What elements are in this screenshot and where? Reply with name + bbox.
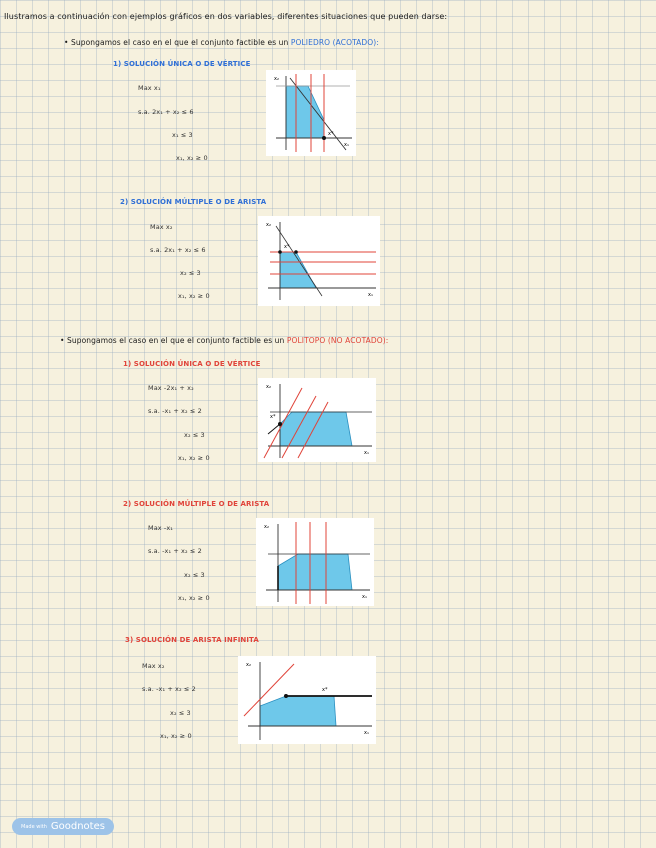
intro-text: Ilustramos a continuación con ejemplos gráficos en dos variables, diferentes situaciones que pueden darse: [4, 12, 448, 21]
example-1-nonneg: x₁, x₂ ≥ 0 [176, 154, 208, 162]
x2-axis-label: x₂ [264, 524, 269, 530]
example-1-constraint-1: s.a. 2x₁ + x₂ ≤ 6 [138, 108, 194, 116]
example-4-constraint-1: s.a. -x₁ + x₂ ≤ 2 [148, 547, 202, 555]
example-4-constraint-2: x₂ ≤ 3 [184, 571, 205, 579]
example-2-constraint-1: s.a. 2x₁ + x₂ ≤ 6 [150, 246, 206, 254]
x2-axis-label: x₂ [266, 222, 271, 228]
case-bounded [64, 38, 379, 47]
example-5-plot [238, 656, 376, 744]
example-3-nonneg: x₁, x₂ ≥ 0 [178, 454, 210, 462]
x1-axis-label: x₁ [362, 594, 367, 600]
optimum-point [278, 422, 282, 426]
x2-axis-label: x₂ [266, 384, 271, 390]
optimum-point [278, 250, 282, 254]
brand-text: Goodnotes [50, 821, 105, 832]
example-4-nonneg: x₁, x₂ ≥ 0 [178, 594, 210, 602]
optimum-point [322, 136, 326, 140]
optimum-point [284, 694, 288, 698]
example-3-objective: Max -2x₁ + x₂ [148, 384, 194, 392]
x1-axis-label: x₁ [368, 292, 373, 298]
example-1-objective: Max x₁ [138, 84, 161, 92]
case-unbounded-highlight: POLITOPO (NO ACOTADO): [286, 336, 389, 345]
example-5-nonneg: x₁, x₂ ≥ 0 [160, 732, 192, 740]
case-bounded-highlight: POLIEDRO (ACOTADO): [290, 38, 379, 47]
example-2-nonneg: x₁, x₂ ≥ 0 [178, 292, 210, 300]
x1-axis-label: x₁ [364, 450, 369, 456]
feasible-region [278, 554, 352, 590]
example-3-constraint-2: x₂ ≤ 3 [184, 431, 205, 439]
feasible-region [280, 412, 352, 446]
bullet: • [64, 38, 72, 47]
example-5-constraint-1: s.a. -x₁ + x₂ ≤ 2 [142, 685, 196, 693]
example-4-plot [256, 518, 374, 606]
x2-axis-label: x₂ [274, 76, 279, 82]
example-4-heading: 2) SOLUCIÓN MÚLTIPLE O DE ARISTA [123, 500, 270, 508]
bullet: • [60, 336, 68, 345]
case-unbounded-text: Supongamos el caso en el que el conjunto factible es un [67, 336, 287, 345]
example-2-objective: Max x₂ [150, 223, 173, 231]
optimum-label: x* [328, 131, 334, 137]
example-2-constraint-2: x₂ ≤ 3 [180, 269, 201, 277]
goodnotes-badge [12, 818, 114, 835]
x2-axis-label: x₂ [246, 662, 251, 668]
example-5-heading: 3) SOLUCIÓN DE ARISTA INFINITA [125, 636, 259, 644]
case-bounded-text: Supongamos el caso en el que el conjunto factible es un [71, 38, 291, 47]
example-2-plot [258, 216, 380, 306]
example-3-plot [258, 378, 376, 462]
example-3-constraint-1: s.a. -x₁ + x₂ ≤ 2 [148, 407, 202, 415]
example-1-plot [266, 70, 356, 156]
optimum-point [294, 250, 298, 254]
optimum-label: x* [284, 244, 290, 250]
case-unbounded [60, 336, 388, 345]
example-4-objective: Max -x₁ [148, 524, 174, 532]
optimum-label: x* [322, 687, 328, 693]
feasible-region [280, 252, 316, 288]
feasible-region [260, 696, 336, 726]
example-2-heading: 2) SOLUCIÓN MÚLTIPLE O DE ARISTA [120, 198, 267, 206]
example-5-constraint-2: x₂ ≤ 3 [170, 709, 191, 717]
example-5-objective: Max x₂ [142, 662, 165, 670]
feasible-region [286, 86, 324, 138]
x1-axis-label: x₁ [364, 730, 369, 736]
optimum-label: x* [270, 414, 276, 420]
example-3-heading: 1) SOLUCIÓN ÚNICA O DE VÉRTICE [123, 360, 261, 368]
made-with-text: Made with [21, 823, 47, 830]
example-1-heading: 1) SOLUCIÓN ÚNICA O DE VÉRTICE [113, 60, 251, 68]
x1-axis-label: x₁ [344, 142, 349, 148]
example-1-constraint-2: x₁ ≤ 3 [172, 131, 193, 139]
